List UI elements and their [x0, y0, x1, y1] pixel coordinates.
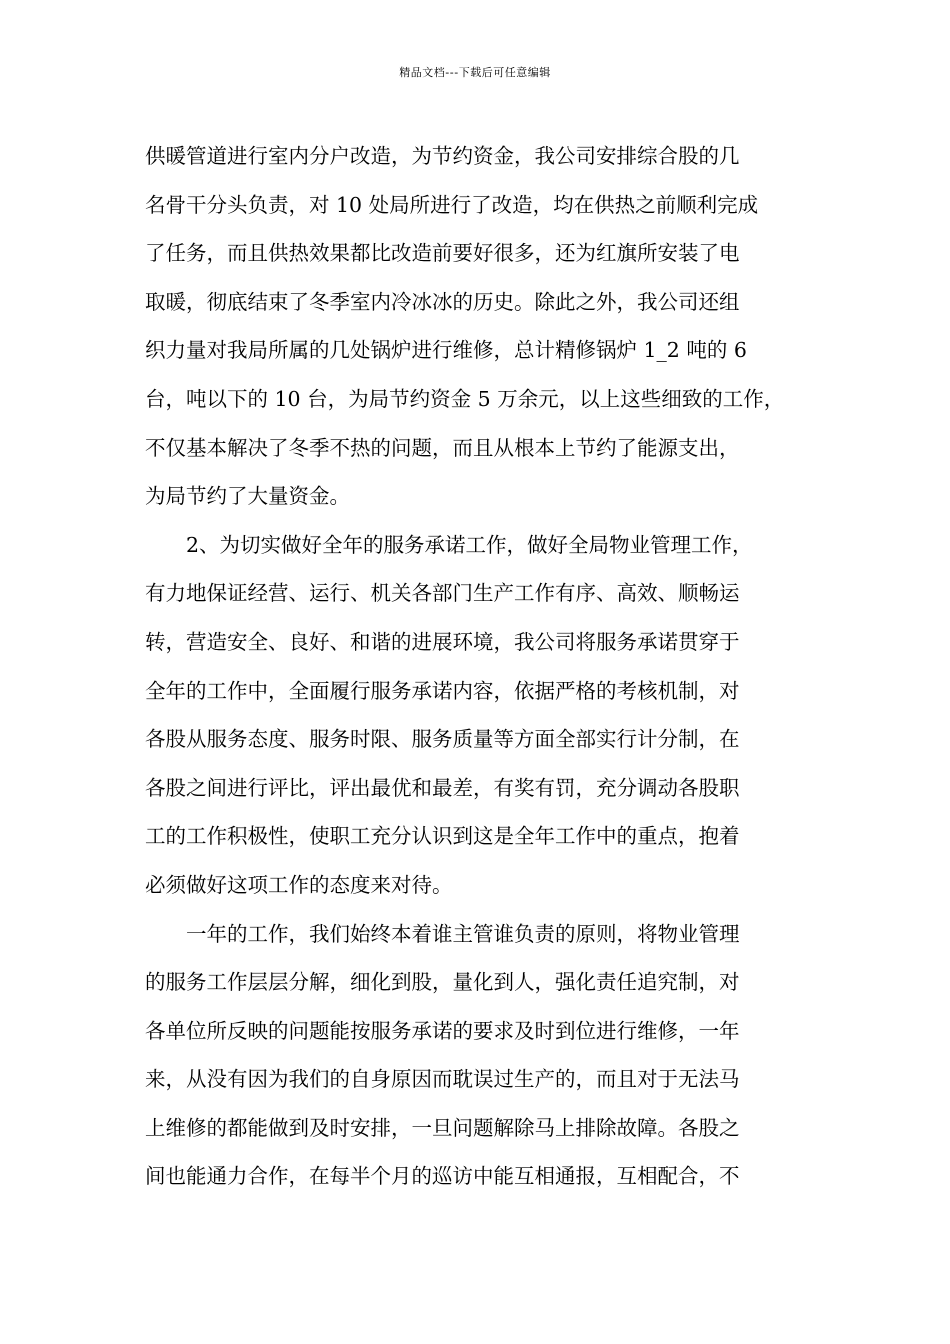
- text-line: 供暖管道进行室内分户改造，为节约资金，我公司安排综合股的几: [145, 144, 740, 168]
- text-line: 一年的工作，我们始终本着谁主管谁负责的原则，将物业管理: [186, 921, 740, 946]
- text-line: 间也能通力合作，在每半个月的巡访中能互相通报，互相配合，不: [145, 1164, 740, 1189]
- text-line: 全年的工作中，全面履行服务承诺内容，依据严格的考核机制，对: [145, 678, 740, 703]
- text-line: 台，吨以下的 10 台，为局节约资金 5 万余元，以上这些细致的工作，: [145, 386, 785, 411]
- page-header: 精品文档---下载后可任意编辑: [399, 66, 551, 79]
- paragraph-3: [145, 910, 807, 1202]
- text-line: 必须做好这项工作的态度来对待。: [145, 872, 453, 897]
- text-line: 不仅基本解决了冬季不热的问题，而且从根本上节约了能源支出，: [145, 435, 740, 460]
- text-line: 各股之间进行评比，评出最优和最差，有奖有罚，充分调动各股职: [145, 775, 740, 800]
- document-body: [145, 132, 807, 1201]
- text-line: 了任务，而且供热效果都比改造前要好很多，还为红旗所安装了电: [145, 241, 740, 266]
- text-line: 上维修的都能做到及时安排，一旦问题解除马上排除故障。各股之: [145, 1115, 740, 1140]
- text-line: 名骨干分头负责，对 10 处局所进行了改造，均在供热之前顺利完成: [145, 192, 759, 217]
- paragraph-2: [145, 521, 807, 910]
- text-line: 来，从没有因为我们的自身原因而耽误过生产的，而且对于无法马: [145, 1067, 740, 1092]
- text-line: 2、为切实做好全年的服务承诺工作，做好全局物业管理工作，: [186, 532, 753, 557]
- text-line: 取暖，彻底结束了冬季室内冷冰冰的历史。除此之外，我公司还组: [145, 289, 740, 314]
- text-line: 有力地保证经营、运行、机关各部门生产工作有序、高效、顺畅运: [145, 581, 740, 606]
- text-line: 各单位所反映的问题能按服务承诺的要求及时到位进行维修，一年: [145, 1018, 740, 1043]
- paragraph-1: [145, 132, 807, 521]
- text-line: 转，营造安全、良好、和谐的进展环境，我公司将服务承诺贯穿于: [145, 629, 740, 654]
- text-line: 的服务工作层层分解，细化到股，量化到人，强化责任追究制，对: [145, 970, 740, 995]
- text-line: 工的工作积极性，使职工充分认识到这是全年工作中的重点，抱着: [145, 824, 740, 849]
- text-line: 为局节约了大量资金。: [145, 484, 350, 509]
- text-line: 织力量对我局所属的几处锅炉进行维修，总计精修锅炉 1_2 吨的 6: [145, 338, 747, 363]
- text-line: 各股从服务态度、服务时限、服务质量等方面全部实行计分制，在: [145, 727, 740, 752]
